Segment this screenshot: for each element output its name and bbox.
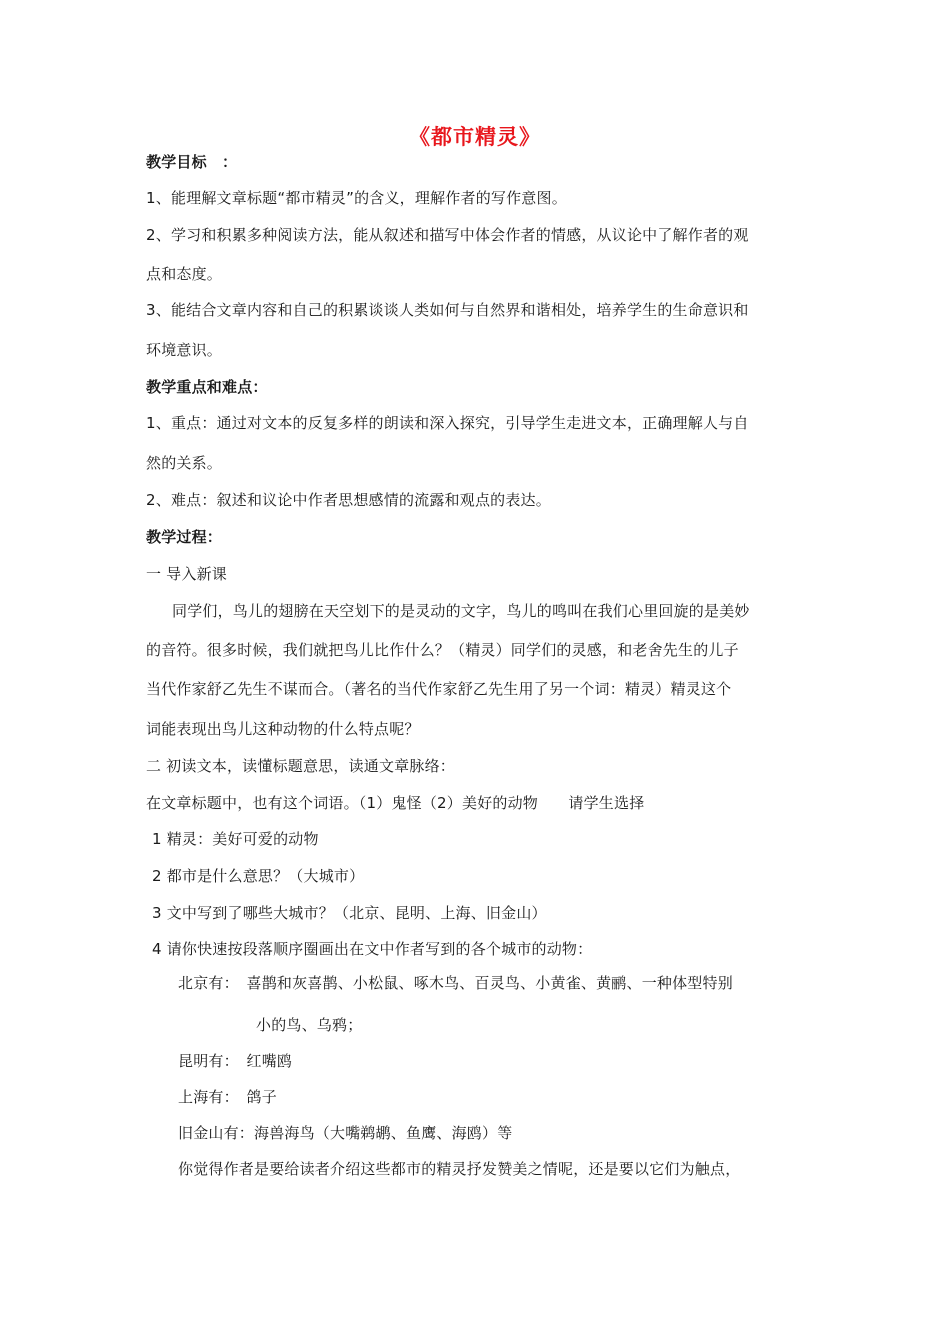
paragraph-line: 在文章标题中，也有这个词语。（1）鬼怪（2）美好的动物 请学生选择 <box>146 794 645 812</box>
paragraph-line: 1、能理解文章标题“都市精灵”的含义，理解作者的写作意图。 <box>146 189 567 207</box>
animal-list-beijing-continued: 小的鸟、乌鸦； <box>256 1016 363 1034</box>
document-title: 《都市精灵》 <box>409 125 541 149</box>
paragraph-line: 环境意识。 <box>146 341 223 359</box>
list-item: 1 精灵：美好可爱的动物 <box>152 830 319 848</box>
paragraph-line: 当代作家舒乙先生不谋而合。（著名的当代作家舒乙先生用了另一个词：精灵）精灵这个 <box>146 680 732 698</box>
list-item: 2 都市是什么意思？（大城市） <box>152 867 365 885</box>
animal-list-beijing: 北京有： 喜鹊和灰喜鹊、小松鼠、啄木鸟、百灵鸟、小黄雀、黄鹂、一种体型特别 <box>178 974 733 992</box>
section-heading: 二 初读文本，读懂标题意思，读通文章脉络： <box>146 757 455 775</box>
paragraph-line: 然的关系。 <box>146 454 223 472</box>
animal-list-shanghai: 上海有： 鸽子 <box>178 1088 277 1106</box>
paragraph-line: 同学们，鸟儿的翅膀在天空划下的是灵动的文字，鸟儿的鸣叫在我们心里回旋的是美妙 <box>172 602 750 620</box>
paragraph-line: 词能表现出鸟儿这种动物的什么特点呢？ <box>146 720 420 738</box>
paragraph-line: 3、能结合文章内容和自己的积累谈谈人类如何与自然界和谐相处，培养学生的生命意识和 <box>146 301 749 319</box>
paragraph-line: 点和态度。 <box>146 265 223 283</box>
list-item: 3 文中写到了哪些大城市？（北京、昆明、上海、旧金山） <box>152 904 547 922</box>
animal-list-kunming: 昆明有： 红嘴鸥 <box>178 1052 293 1070</box>
paragraph-line: 1、重点：通过对文本的反复多样的朗读和深入探究，引导学生走进文本，正确理解人与自 <box>146 414 749 432</box>
section-heading: 一 导入新课 <box>146 565 227 583</box>
paragraph-line: 你觉得作者是要给读者介绍这些都市的精灵抒发赞美之情呢，还是要以它们为触点， <box>178 1160 741 1178</box>
heading-teaching-process: 教学过程： <box>146 528 223 546</box>
paragraph-line: 2、难点：叙述和议论中作者思想感情的流露和观点的表达。 <box>146 491 551 509</box>
paragraph-line: 2、学习和积累多种阅读方法，能从叙述和描写中体会作者的情感，从议论中了解作者的观 <box>146 226 749 244</box>
list-item: 4 请你快速按段落顺序圈画出在文中作者写到的各个城市的动物： <box>152 940 593 958</box>
heading-teaching-goals: 教学目标 ： <box>146 153 238 171</box>
paragraph-line: 的音符。很多时候，我们就把鸟儿比作什么？（精灵）同学们的灵感，和老舍先生的儿子 <box>146 641 739 659</box>
animal-list-san-francisco: 旧金山有：海兽海鸟（大嘴鹈鹕、鱼鹰、海鸥）等 <box>178 1124 513 1142</box>
heading-key-points: 教学重点和难点： <box>146 378 268 396</box>
